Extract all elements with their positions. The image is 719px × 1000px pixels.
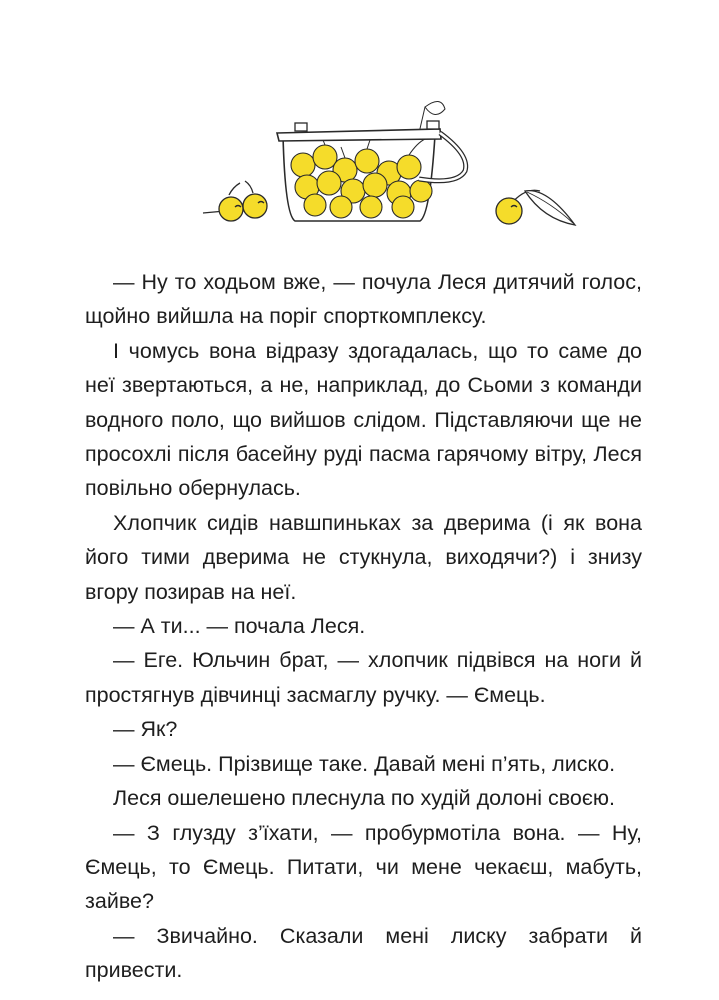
paragraph: — З глузду з’їхати, — пробурмотіла вона. — Ну, Ємець, то Ємець. Питати, чи мене чекаєш, мабуть, зайве? (85, 820, 642, 914)
paragraph: Хлопчик сидів навшпиньках за дверима (і як вона його тими дверима не стукнула, виходячи?) і знизу вгору позирав на неї. (85, 510, 642, 604)
paragraph: — Ну то ходьом вже, — почула Леся дитячий голос, щойно вийшла на поріг спорткомплексу. (85, 270, 642, 329)
story-text (85, 265, 642, 988)
paragraph: — А ти... — почала Леся. (113, 614, 366, 639)
paragraph: — Ємець. Прізвище таке. Давай мені п’ять, лиско. (113, 751, 616, 776)
paragraph: Леся ошелешено плеснула по худій долоні своєю. (113, 786, 615, 811)
paragraph: — Як? (113, 717, 178, 742)
cherry-basket-illustration (195, 95, 595, 240)
paragraph: — Еге. Юльчин брат, — хлопчик підвівся на ноги й простягнув дівчинці засмаглу ручку. — Ємець. (85, 648, 642, 707)
paragraph: — Звичайно. Сказали мені лиску забрати й привести. (85, 923, 642, 983)
cherry-leaf-icon (496, 190, 575, 225)
cherry-icon (203, 181, 267, 221)
basket-icon (277, 101, 466, 221)
paragraph: І чомусь вона відразу здогадалась, що то саме до неї звертаються, а не, наприклад, до Сьоми з команди водного поло, що вийшов слідом. Підставляючи ще не просохлі після басейну руді пасма гарячому вітру, Леся повільно обернулась. (85, 338, 642, 501)
